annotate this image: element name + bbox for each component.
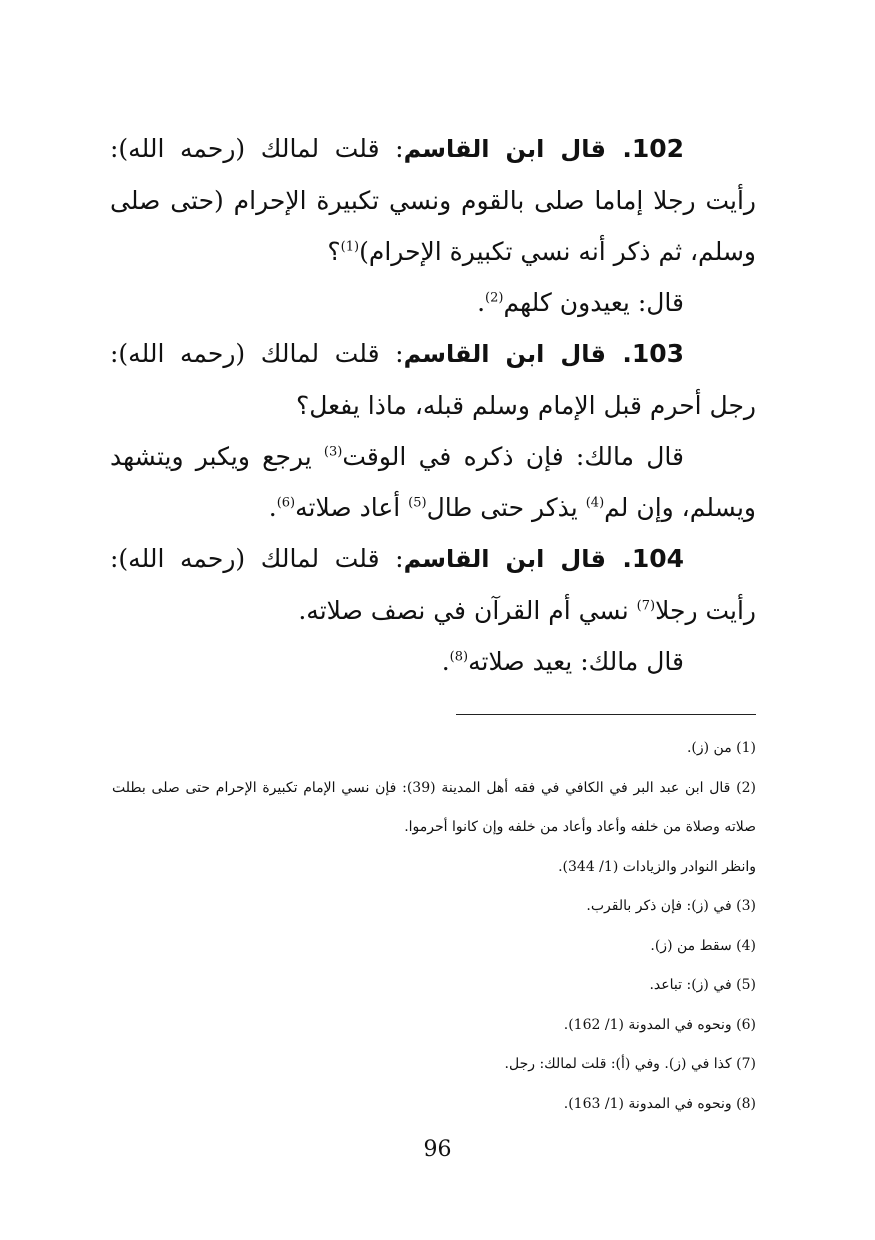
paragraph-text: نسي أم القرآن في نصف صلاته. — [298, 596, 637, 625]
paragraph-104 — [110, 533, 756, 636]
paragraph-text: أعاد صلاته — [295, 493, 409, 522]
footnote-separator — [456, 714, 756, 715]
footnote-ref[interactable]: (1) — [340, 239, 360, 255]
paragraph-text: : قلت لمالك (رحمه الله): رجل أحرم قبل الإمام وسلم قبله، ماذا يفعل؟ — [110, 339, 756, 420]
footnote-ref[interactable]: (7) — [636, 598, 656, 614]
number-dot: . — [605, 339, 632, 368]
footnote-ref[interactable]: (6) — [276, 495, 296, 511]
footnote-ref[interactable]: (8) — [449, 649, 469, 665]
paragraph-text: ؟ — [327, 237, 341, 266]
main-text — [110, 123, 756, 687]
footnote-ref[interactable]: (2) — [485, 290, 504, 306]
answer-104 — [110, 636, 756, 687]
paragraph-text: قال: يعيدون كلهم — [503, 288, 684, 317]
paragraph-text: قال مالك: فإن ذكره في الوقت — [342, 442, 684, 471]
paragraph-text: : قلت لمالك (رحمه الله): رأيت رجلا — [110, 544, 756, 625]
footnote-3: (3) في (ز): فإن ذكر بالقرب. — [586, 898, 756, 914]
footnote-ref[interactable]: (3) — [323, 444, 343, 460]
footnote-6: (6) ونحوه في المدونة (1/ 162). — [563, 1016, 756, 1033]
page-number: 96 — [423, 1137, 452, 1162]
question-number: 102 — [631, 134, 685, 163]
footnote-5: (5) في (ز): تباعد. — [649, 977, 756, 993]
paragraph-text: يرجع ويكبر ويتشهد ويسلم، وإن لم — [110, 442, 756, 522]
question-number: 104 — [631, 544, 685, 573]
paragraph-text: . — [441, 647, 450, 676]
paragraph-text: قال مالك: يعيد صلاته — [468, 647, 684, 676]
footnote-1: (1) من (ز). — [686, 740, 756, 756]
footnote-2: (2) قال ابن عبد البر في الكافي في فقه أهل المدينة (39): فإن نسي الإمام تكبيرة الإحرام حتى صلى بطلت صلاته وصلاة من خلفه وأعاد وأعاد من خلفه وإن كانوا أحرموا. — [112, 779, 756, 835]
question-number: 103 — [631, 339, 685, 368]
number-dot: . — [605, 134, 632, 163]
paragraph-text: . — [268, 493, 277, 522]
paragraph-103 — [110, 328, 756, 431]
footnote-4: (4) سقط من (ز). — [650, 937, 756, 954]
footnote-7: (7) كذا في (ز). وفي (أ): قلت لمالك: رجل. — [504, 1056, 756, 1072]
speaker-label: قال ابن القاسم — [403, 340, 606, 368]
speaker-label: قال ابن القاسم — [403, 135, 606, 163]
paragraph-text: يذكر حتى طال — [426, 493, 586, 522]
footnote-ref[interactable]: (4) — [585, 495, 605, 511]
answer-102 — [110, 277, 756, 328]
speaker-label: قال ابن القاسم — [403, 545, 606, 573]
paragraph-102 — [110, 123, 756, 277]
paragraph-text: : قلت لمالك (رحمه الله): رأيت رجلا إماما صلى بالقوم ونسي تكبيرة الإحرام (حتى صلى وسلم، ثم ذكر أنه نسي تكبيرة الإحرام) — [110, 134, 756, 266]
footnote-ref[interactable]: (5) — [408, 495, 427, 511]
footnotes — [112, 729, 756, 1124]
paragraph-text: . — [477, 288, 486, 317]
footnote-8: (8) ونحوه في المدونة (1/ 163). — [563, 1095, 756, 1112]
number-dot: . — [605, 544, 632, 573]
footnote-2-continued: وانظر النوادر والزيادات (1/ 344). — [558, 858, 756, 875]
answer-103 — [110, 431, 756, 533]
